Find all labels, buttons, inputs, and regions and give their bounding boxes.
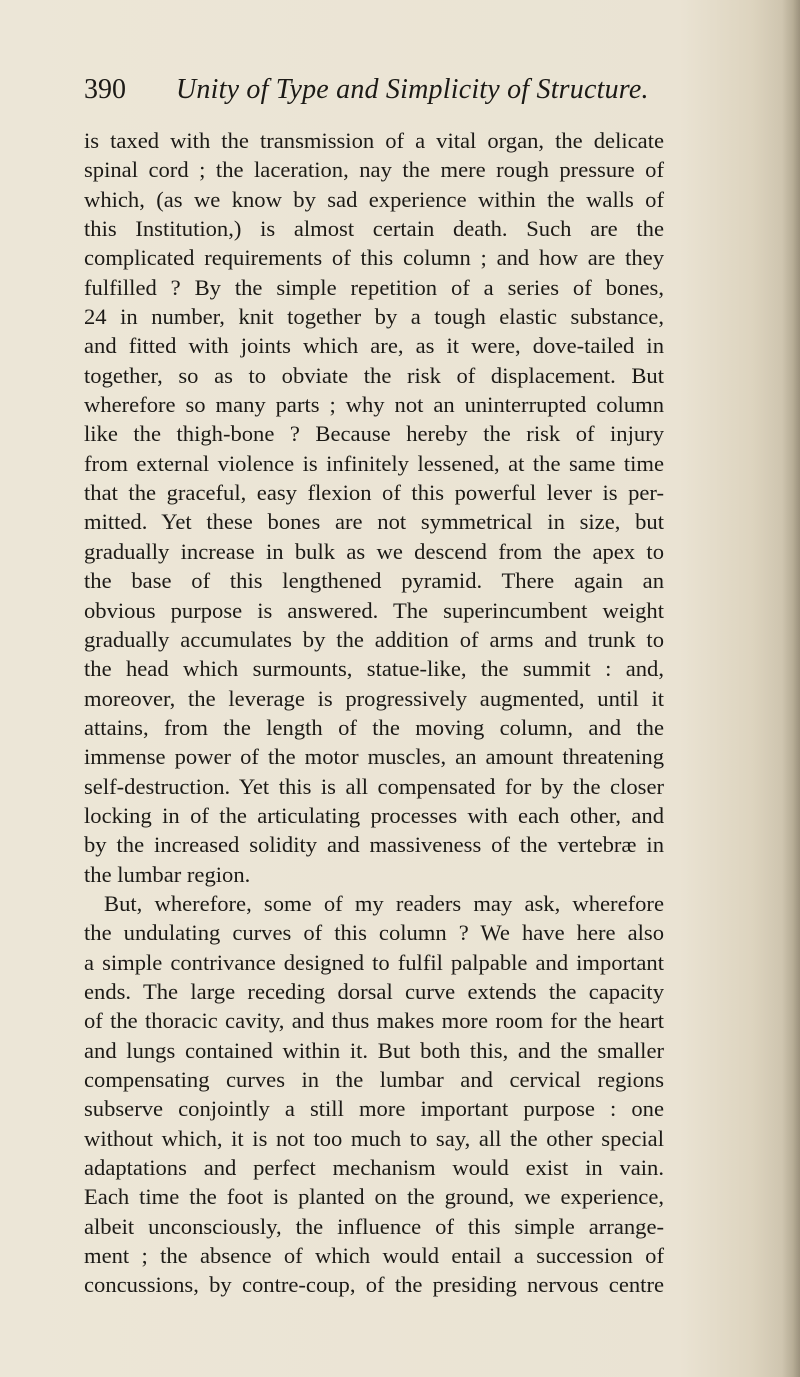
text-line: subserve conjointly a still more important purpose : one bbox=[84, 1096, 664, 1122]
body-text bbox=[84, 126, 664, 1300]
text-line: without which, it is not too much to say, all the other special bbox=[84, 1125, 664, 1151]
text-line: gradually accumulates by the addition of arms and trunk to bbox=[84, 626, 664, 652]
text-line: and fitted with joints which are, as it were, dove-tailed in bbox=[84, 333, 664, 359]
text-line: and lungs contained within it. But both this, and the smaller bbox=[84, 1037, 664, 1063]
text-line: from external violence is infinitely lessened, at the same time bbox=[84, 450, 664, 476]
text-line-paragraph-start: But, wherefore, some of my readers may ask, wherefore bbox=[104, 890, 664, 916]
text-line: the head which surmounts, statue-like, the summit : and, bbox=[84, 656, 664, 682]
text-line: together, so as to obviate the risk of displacement. But bbox=[84, 362, 664, 388]
text-line: compensating curves in the lumbar and cervical regions bbox=[84, 1067, 664, 1092]
text-line: Each time the foot is planted on the ground, we experience, bbox=[84, 1184, 664, 1210]
text-line: fulfilled ? By the simple repetition of a series of bones, bbox=[84, 274, 664, 300]
text-line: mitted. Yet these bones are not symmetrical in size, but bbox=[84, 509, 664, 535]
text-line: spinal cord ; the laceration, nay the mere rough pressure of bbox=[84, 157, 664, 183]
text-line: a simple contrivance designed to fulfil palpable and important bbox=[84, 949, 664, 975]
text-line: self-destruction. Yet this is all compensated for by the closer bbox=[84, 773, 664, 799]
text-line: gradually increase in bulk as we descend from the apex to bbox=[84, 538, 664, 564]
text-line: adaptations and perfect mechanism would exist in vain. bbox=[84, 1155, 664, 1181]
text-line: 24 in number, knit together by a tough elastic substance, bbox=[84, 304, 664, 330]
text-line: like the thigh-bone ? Because hereby the risk of injury bbox=[84, 421, 664, 447]
text-line: ment ; the absence of which would entail a succession of bbox=[84, 1243, 664, 1269]
text-line: moreover, the leverage is progressively augmented, until it bbox=[84, 685, 664, 711]
text-line: is taxed with the transmission of a vital organ, the delicate bbox=[84, 128, 664, 153]
text-line: wherefore so many parts ; why not an uninterrupted column bbox=[84, 392, 664, 418]
text-line: immense power of the motor muscles, an amount threatening bbox=[84, 744, 664, 770]
text-line: ends. The large receding dorsal curve extends the capacity bbox=[84, 978, 664, 1004]
text-line: albeit unconsciously, the influence of this simple arrange- bbox=[84, 1213, 664, 1239]
text-line: locking in of the articulating processes with each other, and bbox=[84, 802, 664, 828]
text-line: attains, from the length of the moving column, and the bbox=[84, 714, 664, 740]
text-line: by the increased solidity and massiveness of the vertebræ in bbox=[84, 832, 664, 858]
text-line: of the thoracic cavity, and thus makes more room for the heart bbox=[84, 1008, 664, 1034]
running-title: Unity of Type and Simplicity of Structure. bbox=[176, 74, 649, 105]
text-line: this Institution,) is almost certain death. Such are the bbox=[84, 216, 664, 242]
text-line: the base of this lengthened pyramid. There again an bbox=[84, 568, 664, 594]
text-line: complicated requirements of this column ; and how are they bbox=[84, 245, 664, 271]
text-line: that the graceful, easy flexion of this powerful lever is per- bbox=[84, 480, 664, 506]
page-header bbox=[84, 74, 684, 114]
page-number: 390 bbox=[84, 74, 126, 105]
text-line: the undulating curves of this column ? We have here also bbox=[84, 920, 664, 946]
text-line: concussions, by contre-coup, of the presiding nervous centre bbox=[84, 1272, 664, 1298]
text-line-paragraph-end: the lumbar region. bbox=[84, 861, 251, 887]
text-line: obvious purpose is answered. The superincumbent weight bbox=[84, 597, 664, 623]
text-line: which, (as we know by sad experience within the walls of bbox=[84, 186, 664, 212]
page-edge-shadow bbox=[782, 0, 800, 1377]
